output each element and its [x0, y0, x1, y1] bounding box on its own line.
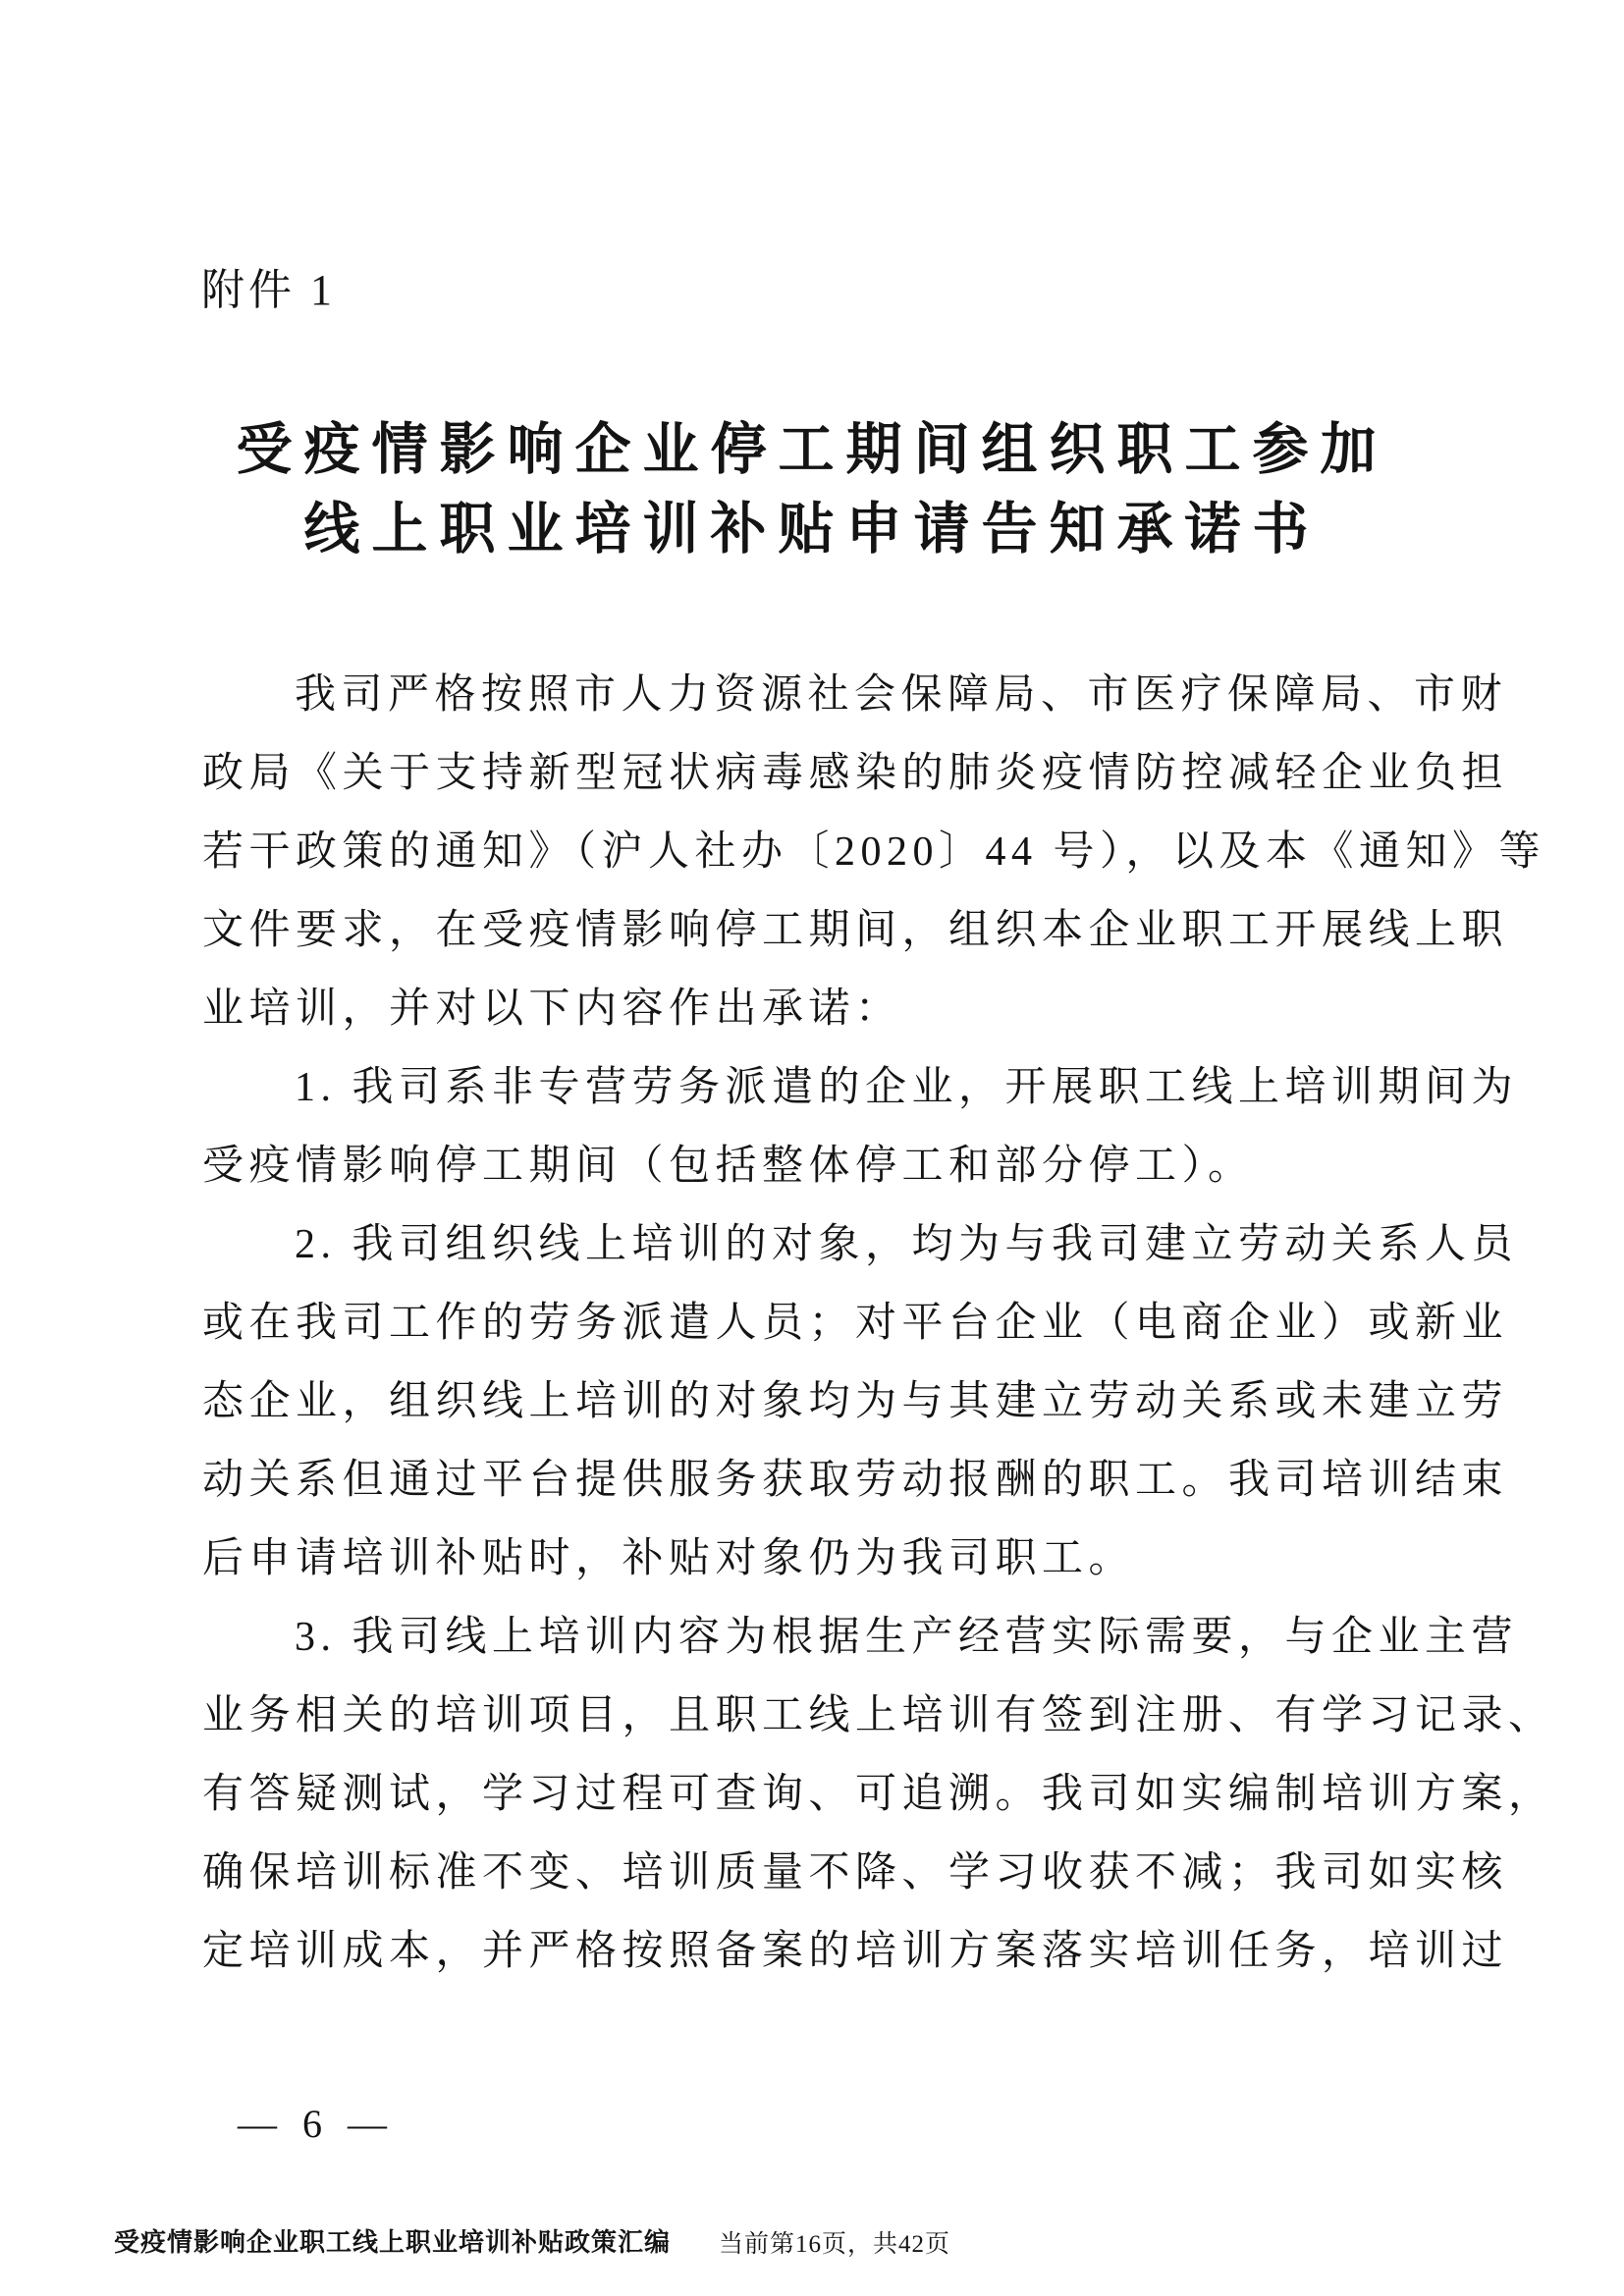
body-line: 后申请培训补贴时，补贴对象仍为我司职工。 [202, 1536, 1136, 1581]
body-line: 有答疑测试，学习过程可查询、可追溯。我司如实编制培训方案， [202, 1772, 1555, 1817]
body-line: 3. 我司线上培训内容为根据生产经营实际需要，与企业主营 [295, 1615, 1519, 1660]
body-line: 文件要求，在受疫情影响停工期间，组织本企业职工开展线上职 [202, 908, 1509, 953]
body-line: 态企业，组织线上培训的对象均为与其建立劳动关系或未建立劳 [202, 1379, 1509, 1424]
attachment-label: 附件 1 [201, 266, 336, 314]
footer-doc-title: 受疫情影响企业职工线上职业培训补贴政策汇编 [114, 2228, 672, 2257]
body-line: 业务相关的培训项目，且职工线上培训有签到注册、有学习记录、 [202, 1693, 1555, 1738]
body-line: 动关系但通过平台提供服务获取劳动报酬的职工。我司培训结束 [202, 1458, 1509, 1503]
body-line: 政局《关于支持新型冠状病毒感染的肺炎疫情防控减轻企业负担 [202, 751, 1509, 796]
body-line: 2. 我司组织线上培训的对象，均为与我司建立劳动关系人员 [295, 1222, 1519, 1267]
body-line: 定培训成本，并严格按照备案的培训方案落实培训任务，培训过 [202, 1929, 1509, 1974]
document-body [202, 656, 1555, 1991]
body-line: 或在我司工作的劳务派遣人员；对平台企业（电商企业）或新业 [202, 1301, 1509, 1346]
body-line: 1. 我司系非专营劳务派遣的企业，开展职工线上培训期间为 [295, 1065, 1519, 1110]
document-title-line-2: 线上职业培训补贴申请告知承诺书 [303, 499, 1321, 561]
document-title-line-1: 受疫情影响企业停工期间组织职工参加 [236, 419, 1388, 481]
body-line: 业培训，并对以下内容作出承诺： [202, 987, 902, 1032]
body-line: 我司严格按照市人力资源社会保障局、市医疗保障局、市财 [295, 672, 1508, 718]
body-line: 确保培训标准不变、培训质量不降、学习收获不减；我司如实核 [202, 1850, 1509, 1896]
document-title [0, 410, 1624, 569]
body-line: 若干政策的通知》（沪人社办〔2020〕44 号），以及本《通知》等 [202, 829, 1546, 875]
body-line: 受疫情影响停工期间（包括整体停工和部分停工）。 [202, 1144, 1255, 1189]
page-number: — 6 — [238, 2102, 395, 2146]
footer-pagination: 当前第16页，共42页 [719, 2231, 951, 2258]
